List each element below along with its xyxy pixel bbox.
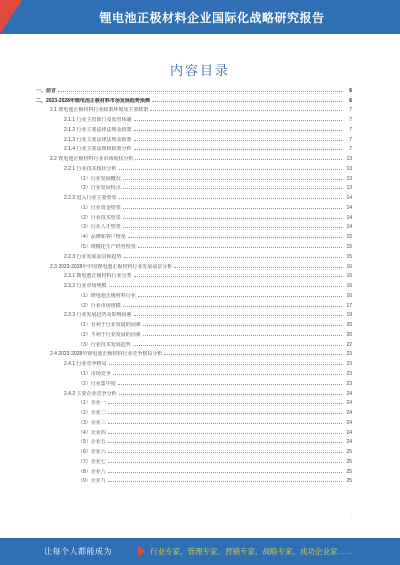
toc-leader-dots — [134, 130, 342, 131]
toc-entry-title: （2）行业技术壁垒 — [78, 214, 121, 221]
toc-entry[interactable] — [36, 397, 352, 407]
toc-leader-dots — [108, 452, 342, 453]
toc-entry[interactable] — [36, 357, 352, 367]
toc-entry-title: 2.1.2 行业主要法律法规及政策 — [64, 126, 132, 133]
toc-entry-title: 2.1.1 行业主管部门及监管体制 — [64, 117, 132, 124]
toc-entry[interactable] — [36, 279, 352, 289]
toc-entry[interactable] — [36, 455, 352, 465]
toc-entry-title: （5）规模化生产经营壁垒 — [78, 244, 136, 251]
toc-entry-title: （8）企业八 — [78, 468, 106, 475]
toc-leader-dots — [133, 345, 342, 346]
toc-page-number: 25 — [346, 458, 352, 465]
page-marker: · — [351, 512, 353, 518]
toc-entry-title: 2.1 锂电池正极材料行业政策环境及主要政策 — [50, 107, 149, 114]
toc-page-number: 17 — [346, 302, 352, 309]
toc-entry-title: （2）行业集中度 — [78, 380, 116, 387]
toc-entry-title: 2.1.4 行业主要法规和政策分析 — [64, 146, 132, 153]
toc-entry-title: 2.4.2 主要企业竞争分析 — [64, 390, 117, 397]
toc-leader-dots — [123, 179, 342, 180]
toc-entry-title: 2.2.1 行业技术现状分析 — [64, 165, 117, 172]
toc-leader-dots — [123, 227, 342, 228]
toc-entry[interactable] — [36, 318, 352, 328]
toc-leader-dots — [108, 481, 342, 482]
toc-entry-title: 2.2.3 行业发展前景和趋势 — [64, 253, 122, 260]
toc-leader-dots — [134, 276, 342, 277]
toc-page-number: 13 — [346, 165, 352, 172]
toc-entry[interactable] — [36, 162, 352, 172]
toc-leader-dots — [124, 257, 342, 258]
toc-entry-title: （2）行业市场规模 — [78, 302, 121, 309]
toc-entry-title: 2.4 2023-2028年锂电池正极材料行业竞争格局分析 — [50, 351, 163, 358]
toc-entry[interactable] — [36, 123, 352, 133]
toc-leader-dots — [164, 354, 342, 355]
toc-page-number: 16 — [346, 283, 352, 290]
toc-entry-title: 2.4.1 行业竞争格局 — [64, 361, 107, 368]
toc-leader-dots — [119, 198, 342, 199]
toc-page-number: 16 — [346, 263, 352, 270]
toc-page-number: 19 — [346, 312, 352, 319]
toc-entry[interactable] — [36, 191, 352, 201]
toc-entry[interactable] — [36, 367, 352, 377]
toc-entry-title: （1）企业一 — [78, 400, 106, 407]
toc-page-number: 22 — [346, 341, 352, 348]
toc-page-number: 24 — [346, 400, 352, 407]
toc-entry-title: 2.2 锂电池正极材料行业市场现状分析 — [50, 156, 134, 163]
toc-page-number: 15 — [346, 244, 352, 251]
toc-entry-title: （9）企业九 — [78, 478, 106, 485]
toc-page-number: 24 — [346, 439, 352, 446]
toc-page-number: 7 — [349, 117, 352, 124]
footer-tagline: 行业专家、管理专家、营销专家、战略专家、成功企业家…… — [150, 547, 353, 556]
toc-page-number: 23 — [346, 351, 352, 358]
toc-leader-dots — [108, 462, 342, 463]
toc-entry[interactable] — [36, 426, 352, 436]
toc-entry-title: （4）企业四 — [78, 429, 106, 436]
toc-entry[interactable] — [36, 250, 352, 260]
toc-entry-title: 2.3.2 行业市场规模 — [64, 283, 107, 290]
toc-entry[interactable] — [36, 221, 352, 231]
header-accent-triangle — [0, 0, 22, 34]
toc-entry[interactable] — [36, 475, 352, 485]
toc-page-number: 7 — [349, 146, 352, 153]
toc-leader-dots — [138, 247, 342, 248]
toc-entry-title: 2.1.3 行业主要法律法规及政策 — [64, 136, 132, 143]
toc-page-number: 25 — [346, 449, 352, 456]
toc-entry-title: （7）企业七 — [78, 458, 106, 465]
toc-entry[interactable] — [36, 406, 352, 416]
toc-entry-title: （3）行业技术发展趋势 — [78, 341, 131, 348]
toc-entry[interactable] — [36, 182, 352, 192]
toc-entry[interactable] — [36, 113, 352, 123]
toc-entry-title: （2）企业二 — [78, 410, 106, 417]
toc-leader-dots — [128, 237, 342, 238]
toc-entry[interactable] — [36, 94, 352, 104]
toc-entry[interactable] — [36, 338, 352, 348]
toc-page-number: 13 — [346, 185, 352, 192]
toc-page-number: 14 — [346, 195, 352, 202]
toc-leader-dots — [135, 159, 342, 160]
toc-entry-title: （1）市场竞争 — [78, 370, 111, 377]
toc-leader-dots — [108, 403, 342, 404]
toc-leader-dots — [113, 374, 342, 375]
toc-entry[interactable] — [36, 133, 352, 143]
page-footer — [0, 538, 400, 565]
toc-leader-dots — [109, 286, 342, 287]
toc-leader-dots — [134, 315, 342, 316]
toc-page-number: 20 — [346, 331, 352, 338]
toc-page-number: 7 — [349, 136, 352, 143]
toc-entry[interactable] — [36, 377, 352, 387]
toc-leader-dots — [123, 208, 342, 209]
toc-entry[interactable] — [36, 328, 352, 338]
toc-entry[interactable] — [36, 143, 352, 153]
toc-entry[interactable] — [36, 104, 352, 114]
toc-page-number: 15 — [346, 253, 352, 260]
toc-leader-dots — [134, 120, 342, 121]
toc-page-number: 24 — [346, 410, 352, 417]
toc-entry-title: （1）行业发展概况 — [78, 175, 121, 182]
toc-entry-title: （5）企业五 — [78, 439, 106, 446]
toc-leader-dots — [123, 188, 342, 189]
toc-leader-dots — [108, 423, 342, 424]
toc-leader-dots — [134, 140, 342, 141]
toc-entry[interactable] — [36, 289, 352, 299]
toc-leader-dots — [123, 306, 342, 307]
toc-entry-title: （4）品牌和客户壁垒 — [78, 234, 126, 241]
toc-entry[interactable] — [36, 172, 352, 182]
toc-leader-dots — [174, 267, 342, 268]
toc-leader-dots — [134, 149, 342, 150]
toc-leader-dots — [108, 442, 342, 443]
toc-page-number: 15 — [346, 234, 352, 241]
table-of-contents — [36, 84, 352, 484]
toc-entry-title: 2.3.3 行业发展趋势及影响因素 — [64, 312, 132, 319]
toc-entry[interactable] — [36, 230, 352, 240]
toc-leader-dots — [109, 364, 342, 365]
toc-entry-title: （6）企业六 — [78, 449, 106, 456]
toc-leader-dots — [119, 169, 342, 170]
toc-entry[interactable] — [36, 465, 352, 475]
toc-leader-dots — [108, 433, 342, 434]
toc-entry-title: （1）有利于行业发展的因素 — [78, 322, 141, 329]
toc-page-number: 13 — [346, 175, 352, 182]
toc-page-number: 13 — [346, 156, 352, 163]
toc-leader-dots — [118, 384, 342, 385]
toc-entry[interactable] — [36, 201, 352, 211]
toc-page-number: 14 — [346, 204, 352, 211]
toc-leader-dots — [108, 472, 342, 473]
toc-page-number: 7 — [349, 107, 352, 114]
toc-entry[interactable] — [36, 309, 352, 319]
toc-entry-title: （1）锂电池正极材料行业 — [78, 292, 136, 299]
toc-leader-dots — [150, 110, 342, 111]
toc-entry[interactable] — [36, 152, 352, 162]
toc-page-number: 24 — [346, 419, 352, 426]
footer-slogan: 让每个人都能成为 — [44, 547, 112, 556]
toc-page-number: 7 — [349, 126, 352, 133]
toc-page-number: 14 — [346, 214, 352, 221]
toc-entry[interactable] — [36, 211, 352, 221]
toc-page-number: 16 — [346, 292, 352, 299]
toc-entry[interactable] — [36, 84, 352, 94]
toc-entry-title: 2.3.1 锂电池正极材料行业分类 — [64, 273, 132, 280]
toc-entry[interactable] — [36, 240, 352, 250]
toc-page-number: 20 — [346, 322, 352, 329]
toc-leader-dots — [143, 335, 342, 336]
toc-leader-dots — [152, 101, 342, 102]
page-header — [0, 0, 400, 34]
toc-leader-dots — [119, 394, 342, 395]
footer-arrow-icon — [138, 545, 145, 557]
toc-leader-dots — [108, 413, 342, 414]
toc-page-number: 25 — [346, 468, 352, 475]
toc-entry-title: （3）企业三 — [78, 419, 106, 426]
toc-page-number: 23 — [346, 380, 352, 387]
toc-entry[interactable] — [36, 387, 352, 397]
toc-page-number: 14 — [346, 224, 352, 231]
toc-entry[interactable] — [36, 348, 352, 358]
toc-page-number: 24 — [346, 429, 352, 436]
toc-page-number: 16 — [346, 273, 352, 280]
toc-entry-title: 一、前言 — [36, 87, 57, 94]
toc-heading: 内容目录 — [169, 63, 230, 78]
toc-entry-title: 2.2.2 进入行业主要壁垒 — [64, 195, 117, 202]
toc-leader-dots — [58, 91, 342, 92]
toc-entry-title: （2）不利于行业发展的因素 — [78, 331, 141, 338]
toc-entry[interactable] — [36, 445, 352, 455]
toc-entry[interactable] — [36, 270, 352, 280]
toc-page-number: 6 — [349, 87, 352, 94]
toc-leader-dots — [123, 218, 342, 219]
toc-page-number: 25 — [346, 478, 352, 485]
report-title: 锂电池正极材料企业国际化战略研究报告 — [99, 11, 325, 25]
toc-entry[interactable] — [36, 436, 352, 446]
toc-entry-title: （1）行业资金壁垒 — [78, 204, 121, 211]
toc-leader-dots — [143, 325, 342, 326]
toc-entry-title: （3）行业人才壁垒 — [78, 224, 121, 231]
toc-entry[interactable] — [36, 260, 352, 270]
toc-entry-title: 2.3 2023-2028年中国锂电池正极材料行业发展前景分析 — [50, 263, 173, 270]
toc-page-number: 23 — [346, 361, 352, 368]
toc-entry[interactable] — [36, 416, 352, 426]
toc-page-number: 24 — [346, 390, 352, 397]
toc-leader-dots — [138, 296, 342, 297]
toc-entry-title: 二、2023-2028年锂电池正极材料市场发展趋势预测 — [36, 97, 150, 104]
toc-entry[interactable] — [36, 299, 352, 309]
toc-page-number: 6 — [349, 97, 352, 104]
toc-page-number: 23 — [346, 370, 352, 377]
toc-entry-title: （2）行业发展特点 — [78, 185, 121, 192]
